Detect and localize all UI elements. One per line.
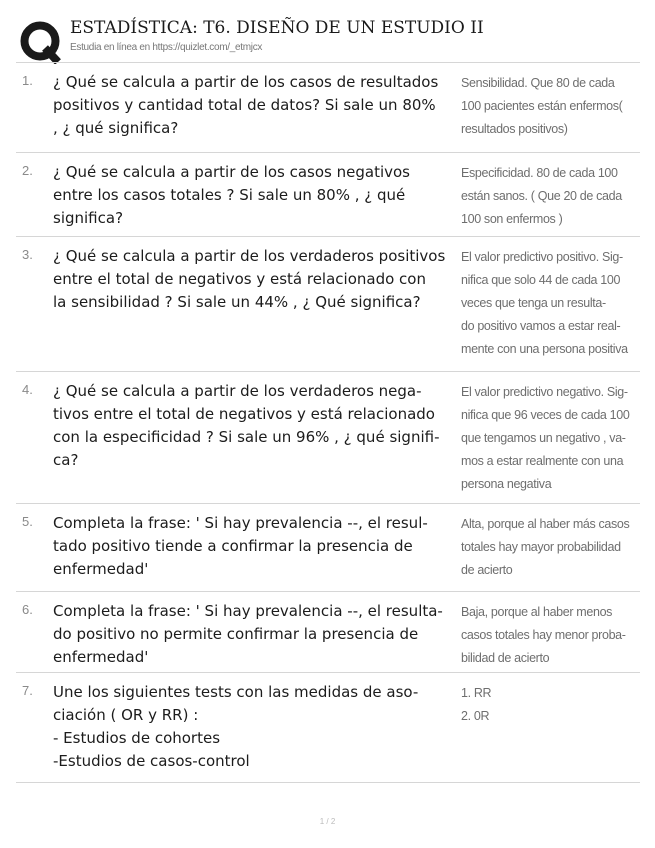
card-number: 5.	[22, 514, 33, 529]
card-definition: Sensibilidad. Que 80 de cada 100 pacientes están enfermos( resultados positivos)	[461, 76, 623, 136]
card-definition: El valor predictivo negativo. Sig- nifica que 96 veces de cada 100 que tengamos un negativo , va- mos a estar realmente con una persona negativa	[461, 385, 630, 491]
study-link[interactable]: Estudia en línea en https://quizlet.com/_etmjcx	[70, 42, 263, 53]
flashcard	[16, 371, 640, 503]
card-definition: Baja, porque al haber menos casos totales hay menor proba- bilidad de acierto	[461, 605, 626, 665]
card-number: 1.	[22, 73, 33, 88]
page-title: ESTADÍSTICA: T6. DISEÑO DE UN ESTUDIO II	[70, 18, 484, 38]
card-term: ¿ Qué se calcula a partir de los verdaderos positivos entre el total de negativos y está relacionado con la sensibilidad ? Si sale un 44% , ¿ Qué significa?	[53, 247, 446, 311]
card-number: 3.	[22, 247, 33, 262]
card-number: 4.	[22, 382, 33, 397]
card-definition: Alta, porque al haber más casos totales hay mayor probabilidad de acierto	[461, 517, 630, 577]
flashcard	[16, 236, 640, 371]
card-term: Completa la frase: ' Si hay prevalencia --, el resul- tado positivo tiende a confirmar la presencia de enfermedad'	[53, 514, 428, 578]
card-definition: 1. RR 2. 0R	[461, 686, 492, 723]
card-number: 7.	[22, 683, 33, 698]
page-number: 1 / 2	[319, 817, 336, 826]
flashcard	[16, 152, 640, 236]
flashcard	[16, 62, 640, 152]
card-number: 2.	[22, 163, 33, 178]
card-definition: El valor predictivo positivo. Sig- nifica que solo 44 de cada 100 veces que tenga un resulta- do positivo vamos a estar real- mente con una persona positiva	[461, 250, 628, 356]
page-header	[16, 16, 636, 62]
card-term: ¿ Qué se calcula a partir de los casos de resultados positivos y cantidad total de datos? Si sale un 80% , ¿ qué significa?	[53, 73, 439, 137]
flashcard	[16, 591, 640, 672]
card-term: Completa la frase: ' Si hay prevalencia --, el resulta- do positivo no permite confirmar la presencia de enfermedad'	[53, 602, 443, 666]
card-number: 6.	[22, 602, 33, 617]
flashcard	[16, 503, 640, 591]
card-definition: Especificidad. 80 de cada 100 están sanos. ( Que 20 de cada 100 son enfermos )	[461, 166, 622, 226]
card-term: ¿ Qué se calcula a partir de los casos negativos entre los casos totales ? Si sale un 80% , ¿ qué significa?	[53, 163, 410, 227]
quizlet-logo-icon	[18, 20, 62, 64]
flashcard-list	[16, 62, 640, 783]
card-term: ¿ Qué se calcula a partir de los verdaderos nega- tivos entre el total de negativos y está relacionado con la especificidad ? Si sale un 96% , ¿ qué signifi- ca?	[53, 382, 440, 469]
card-term: Une los siguientes tests con las medidas de aso- ciación ( OR y RR) : - Estudios de cohortes -Estudios de casos-control	[53, 683, 419, 770]
flashcard	[16, 672, 640, 783]
